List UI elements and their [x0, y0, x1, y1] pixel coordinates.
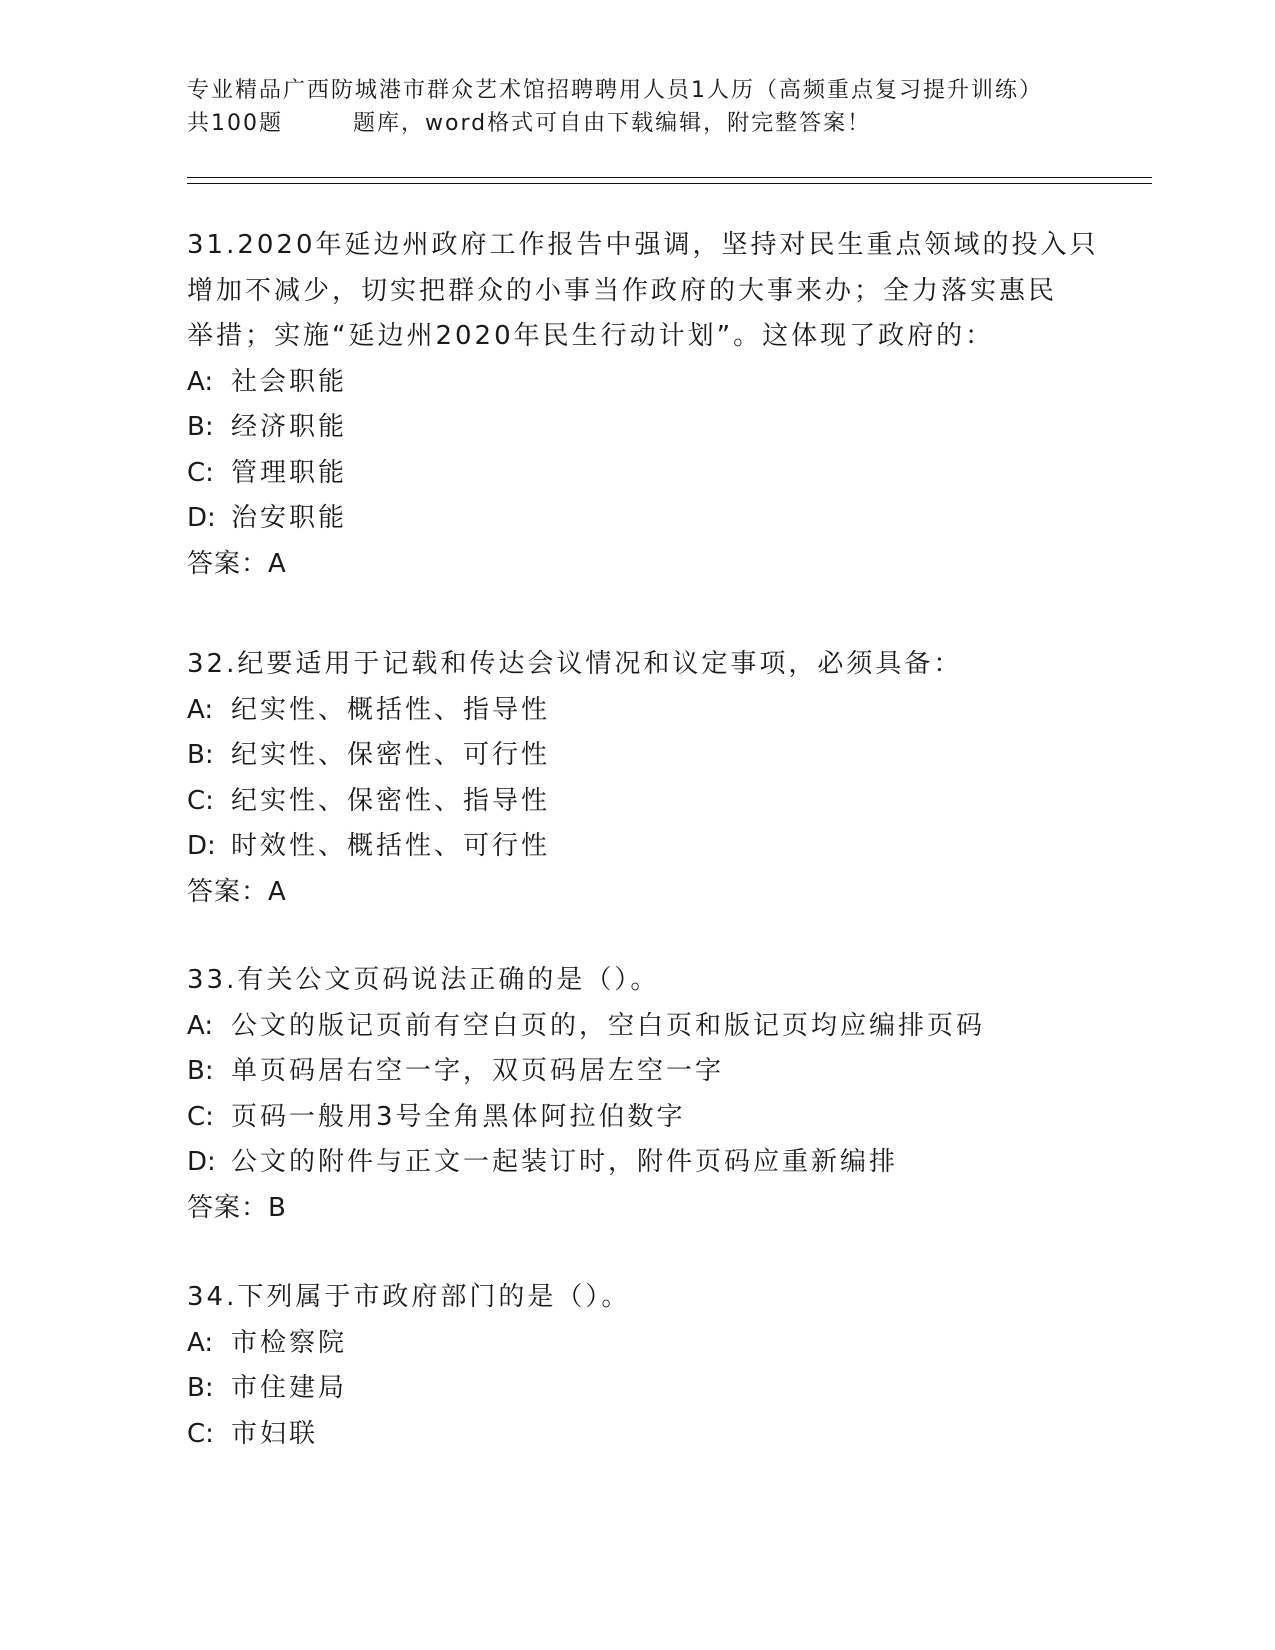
option-letter: B: [187, 1056, 214, 1086]
header-subtitle-line [187, 107, 1087, 140]
option-text: 纪实性、概括性、指导性 [231, 694, 551, 725]
option-text: 经济职能 [231, 412, 348, 442]
question-stem-line: 31.2020年延边州政府工作报告中强调，坚持对民生重点领域的投入只 [187, 230, 1099, 260]
option-text: 市检察院 [231, 1327, 348, 1358]
option-text: 社会职能 [231, 366, 348, 397]
header-question-count: 共100题 [187, 111, 283, 136]
question-34 [187, 1275, 1107, 1457]
option-letter: D: [187, 503, 216, 533]
option-text: 纪实性、保密性、可行性 [231, 740, 551, 770]
option-letter: B: [187, 1373, 214, 1403]
question-33 [187, 958, 1107, 1231]
option-text: 市妇联 [231, 1418, 319, 1449]
question-stem-line: 举措；实施“延边州2020年民生行动计划”。这体现了政府的： [187, 321, 995, 351]
question-stem-line: 增加不减少，切实把群众的小事当作政府的大事来办；全力落实惠民 [187, 275, 1058, 306]
option-text: 单页码居右空一字，双页码居左空一字 [231, 1056, 725, 1086]
option-letter: A: [187, 694, 214, 725]
question-stem-line: 34.下列属于市政府部门的是（）。 [187, 1282, 631, 1312]
option-c [187, 451, 1107, 497]
option-a [187, 688, 1107, 734]
option-letter: C: [187, 1418, 214, 1449]
header-divider-bottom [187, 183, 1152, 184]
option-b [187, 1049, 1107, 1095]
option-text: 管理职能 [231, 457, 348, 488]
answer-value: B [268, 1192, 287, 1223]
option-letter: A: [187, 1327, 214, 1358]
question-32 [187, 642, 1107, 915]
answer-line [187, 1186, 1107, 1232]
option-letter: D: [187, 831, 216, 861]
option-b [187, 405, 1107, 451]
option-a [187, 1004, 1107, 1050]
option-text: 公文的附件与正文一起装订时，附件页码应重新编排 [231, 1147, 899, 1177]
header-divider-top [187, 177, 1152, 178]
option-letter: A: [187, 366, 214, 397]
option-text: 治安职能 [231, 503, 348, 533]
option-d [187, 1140, 1107, 1186]
option-c [187, 1412, 1107, 1458]
option-text: 市住建局 [231, 1373, 348, 1403]
option-letter: D: [187, 1147, 216, 1177]
option-letter: C: [187, 1101, 214, 1132]
option-d [187, 496, 1107, 542]
option-text: 时效性、概括性、可行性 [231, 831, 551, 861]
header-title-line: 专业精品广西防城港市群众艺术馆招聘聘用人员1人历（高频重点复习提升训练） [187, 78, 1043, 103]
option-c [187, 1095, 1107, 1141]
option-a [187, 1321, 1107, 1367]
option-b [187, 1366, 1107, 1412]
option-c [187, 779, 1107, 825]
option-a [187, 360, 1107, 406]
question-stem-line: 33.有关公文页码说法正确的是（）。 [187, 965, 660, 995]
answer-label: 答案： [187, 1192, 269, 1223]
option-text: 页码一般用3号全角黑体阿拉伯数字 [231, 1101, 686, 1132]
question-31 [187, 223, 1107, 587]
option-d [187, 824, 1107, 870]
answer-value: A [268, 548, 287, 579]
document-header [187, 74, 1087, 140]
option-letter: B: [187, 412, 214, 442]
answer-label: 答案： [187, 876, 269, 907]
header-description: 题库，word格式可自由下载编辑，附完整答案！ [353, 111, 872, 136]
answer-line [187, 870, 1107, 916]
option-text: 公文的版记页前有空白页的，空白页和版记页均应编排页码 [231, 1010, 986, 1041]
option-b [187, 733, 1107, 779]
option-letter: A: [187, 1010, 214, 1041]
option-letter: B: [187, 740, 214, 770]
answer-value: A [268, 876, 287, 907]
option-letter: C: [187, 785, 214, 816]
question-stem-line: 32.纪要适用于记载和传达会议情况和议定事项，必须具备： [187, 649, 963, 679]
option-text: 纪实性、保密性、指导性 [231, 785, 551, 816]
option-letter: C: [187, 457, 214, 488]
answer-line [187, 542, 1107, 588]
answer-label: 答案： [187, 548, 269, 579]
